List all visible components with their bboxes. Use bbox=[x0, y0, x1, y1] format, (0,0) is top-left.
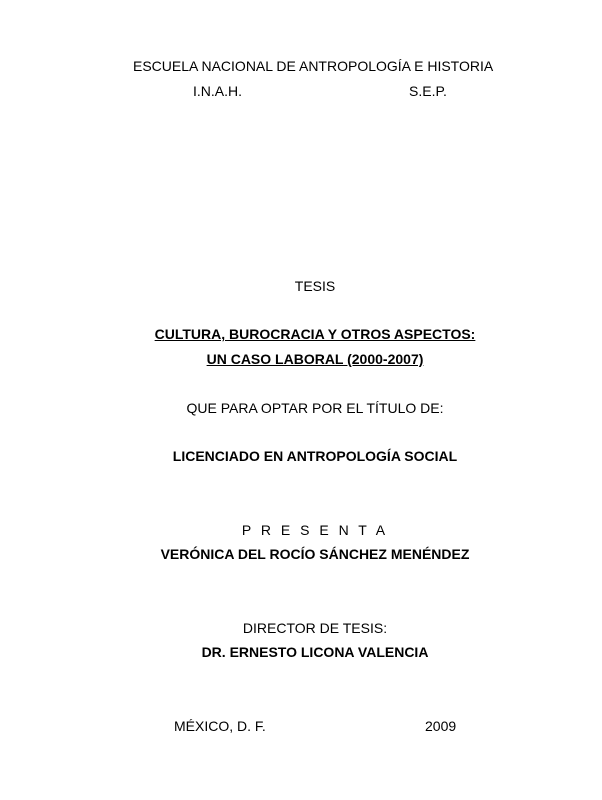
author-name: VERÓNICA DEL ROCÍO SÁNCHEZ MENÉNDEZ bbox=[160, 546, 470, 562]
document-type: TESIS bbox=[294, 278, 336, 294]
thesis-title-line-1: CULTURA, BUROCRACIA Y OTROS ASPECTOS: bbox=[154, 326, 476, 342]
director-label: DIRECTOR DE TESIS: bbox=[242, 620, 388, 636]
presenter-label: P R E S E N T A bbox=[241, 522, 389, 538]
sep-label: S.E.P. bbox=[409, 83, 447, 99]
place-label: MÉXICO, D. F. bbox=[174, 718, 266, 734]
institution-name: ESCUELA NACIONAL DE ANTROPOLOGÍA E HISTORIA bbox=[133, 58, 494, 74]
thesis-title-line-2: UN CASO LABORAL (2000-2007) bbox=[206, 351, 424, 367]
director-name: DR. ERNESTO LICONA VALENCIA bbox=[201, 644, 429, 660]
inah-label: I.N.A.H. bbox=[193, 83, 243, 99]
year-label: 2009 bbox=[425, 718, 457, 734]
degree-intro: QUE PARA OPTAR POR EL TÍTULO DE: bbox=[186, 400, 444, 416]
degree-name: LICENCIADO EN ANTROPOLOGÍA SOCIAL bbox=[172, 448, 458, 464]
